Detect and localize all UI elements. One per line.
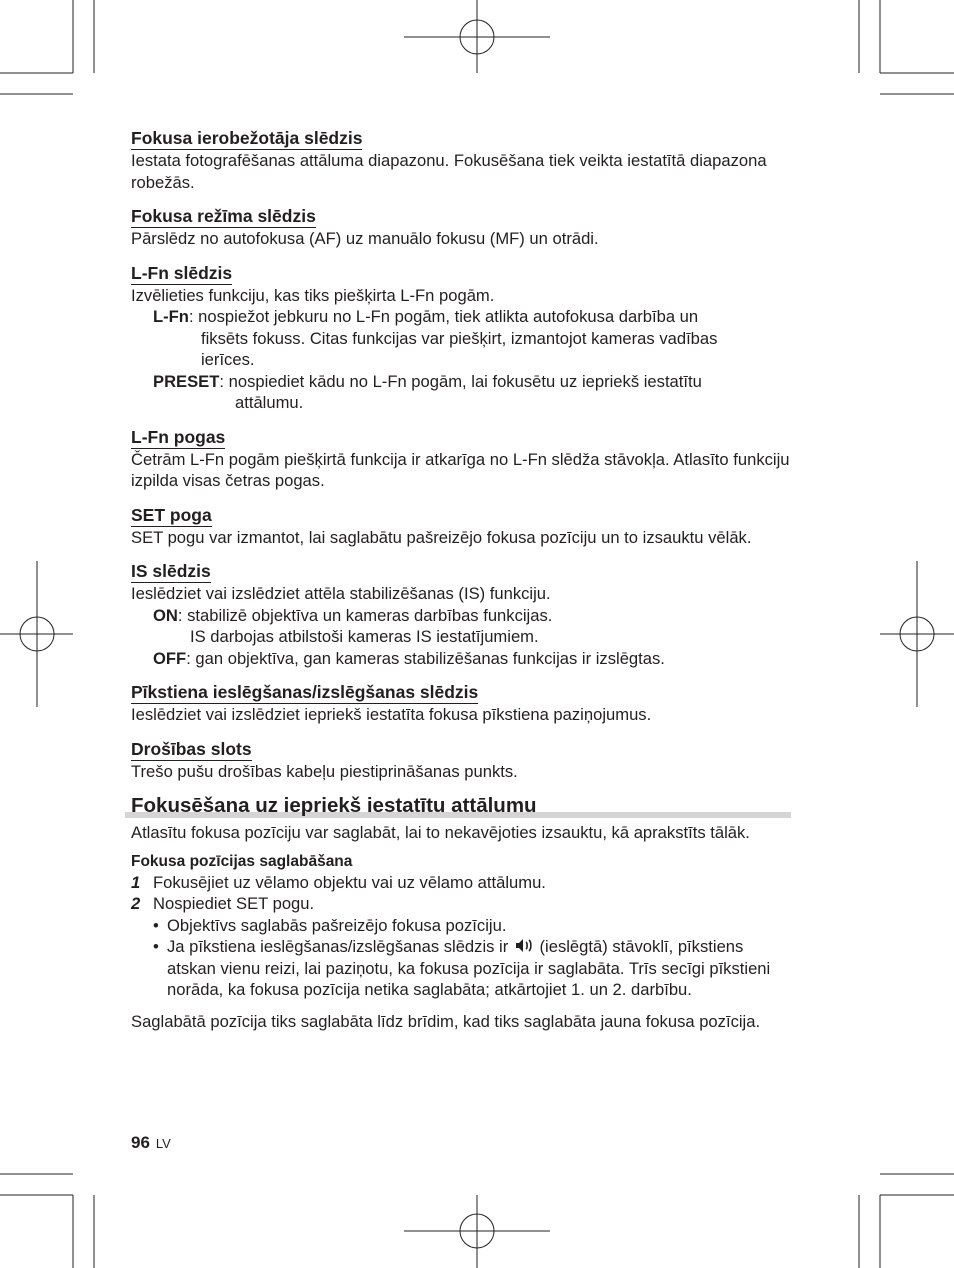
feature-section	[131, 205, 791, 250]
feature-section	[131, 127, 791, 193]
section-title: Drošības slots	[131, 738, 252, 759]
section-description: Četrām L-Fn pogām piešķirtā funkcija ir atkarīga no L-Fn slēdža stāvokļa. Atlasīto funkciju izpilda visas četras pogas.	[131, 449, 790, 490]
step-2: 2 Nospiediet SET pogu.	[131, 894, 315, 913]
section-description: Iestata fotografēšanas attāluma diapazonu. Fokusēšana tiek veikta iestatītā diapazona robežās.	[131, 151, 767, 192]
section-description: Trešo pušu drošības kabeļu piestiprināšanas punkts.	[131, 761, 518, 781]
section-description: SET pogu var izmantot, lai saglabātu pašreizējo fokusa pozīciju un to izsauktu vēlāk.	[131, 527, 752, 547]
section-title: L-Fn slēdzis	[131, 262, 233, 283]
page-number: 96	[131, 1133, 150, 1152]
feature-section	[131, 560, 791, 669]
feature-section	[131, 262, 791, 414]
section-title: SET poga	[131, 504, 212, 525]
bullet-item: • Ja pīkstiena ieslēgšanas/izslēgšanas slēdzis ir (ieslēgtā) stāvoklī, pīkstiens atskan vienu reizi, lai paziņotu, ka fokusa pozīcija ir saglabāta. Trīs secīgi pīkstieni norāda, ka fokusa pozīcija netika saglabāta; atkārtojiet 1. un 2. darbību.	[153, 937, 771, 999]
section-title: Fokusa ierobežotāja slēdzis	[131, 128, 363, 148]
subheading-save-position: Fokusa pozīcijas saglabāšana	[131, 852, 353, 870]
speaker-sound-icon	[513, 937, 535, 954]
section-title: IS slēdzis	[131, 561, 211, 581]
section-description: Ieslēdziet vai izslēdziet iepriekš iestatīta fokusa pīkstiena paziņojumus.	[131, 705, 652, 724]
feature-sections	[131, 127, 791, 782]
section-title: L-Fn pogas	[131, 426, 226, 447]
section-description: Izvēlieties funkciju, kas tiks piešķirta L-Fn pogām.	[131, 285, 495, 305]
page-content	[131, 127, 791, 1032]
option-item: L-Fn: nospiežot jebkuru no L-Fn pogām, tiek atlikta autofokusa darbība un fiksēts fokuss. Citas funkcijas var piešķirt, izmantojot kameras vadības ierīces.	[153, 307, 718, 369]
option-item: PRESET: nospiediet kādu no L-Fn pogām, lai fokusētu uz iepriekš iestatītu attālumu.	[153, 371, 702, 412]
option-item: ON: stabilizē objektīva un kameras darbības funkcijas. IS darbojas atbilstoši kameras IS iestatījumiem.	[153, 605, 553, 646]
section-description: Ieslēdziet vai izslēdziet attēla stabilizēšanas (IS) funkciju.	[131, 584, 551, 603]
page-footer	[131, 1133, 171, 1153]
section-heading-preset: Fokusēšana uz iepriekš iestatītu attālumu	[131, 794, 791, 818]
feature-section	[131, 426, 791, 492]
option-item: OFF: gan objektīva, gan kameras stabilizēšanas funkcijas ir izslēgtas.	[153, 648, 665, 668]
feature-section	[131, 681, 791, 726]
preset-intro: Atlasītu fokusa pozīciju var saglabāt, lai to nekavējoties izsauktu, kā aprakstīts tālāk.	[131, 823, 750, 842]
section-title: Fokusa režīma slēdzis	[131, 206, 316, 226]
feature-section	[131, 738, 791, 783]
language-code: LV	[155, 1136, 171, 1151]
preset-outro: Saglabātā pozīcija tiks saglabāta līdz brīdim, kad tiks saglabāta jauna fokusa pozīcija.	[131, 1011, 761, 1031]
step-1: 1 Fokusējiet uz vēlamo objektu vai uz vēlamo attālumu.	[131, 872, 546, 892]
bullet-item: • Objektīvs saglabās pašreizējo fokusa pozīciju.	[153, 915, 507, 935]
section-description: Pārslēdz no autofokusa (AF) uz manuālo fokusu (MF) un otrādi.	[131, 229, 599, 248]
feature-section	[131, 504, 791, 549]
section-title: Pīkstiena ieslēgšanas/izslēgšanas slēdzis	[131, 682, 479, 702]
